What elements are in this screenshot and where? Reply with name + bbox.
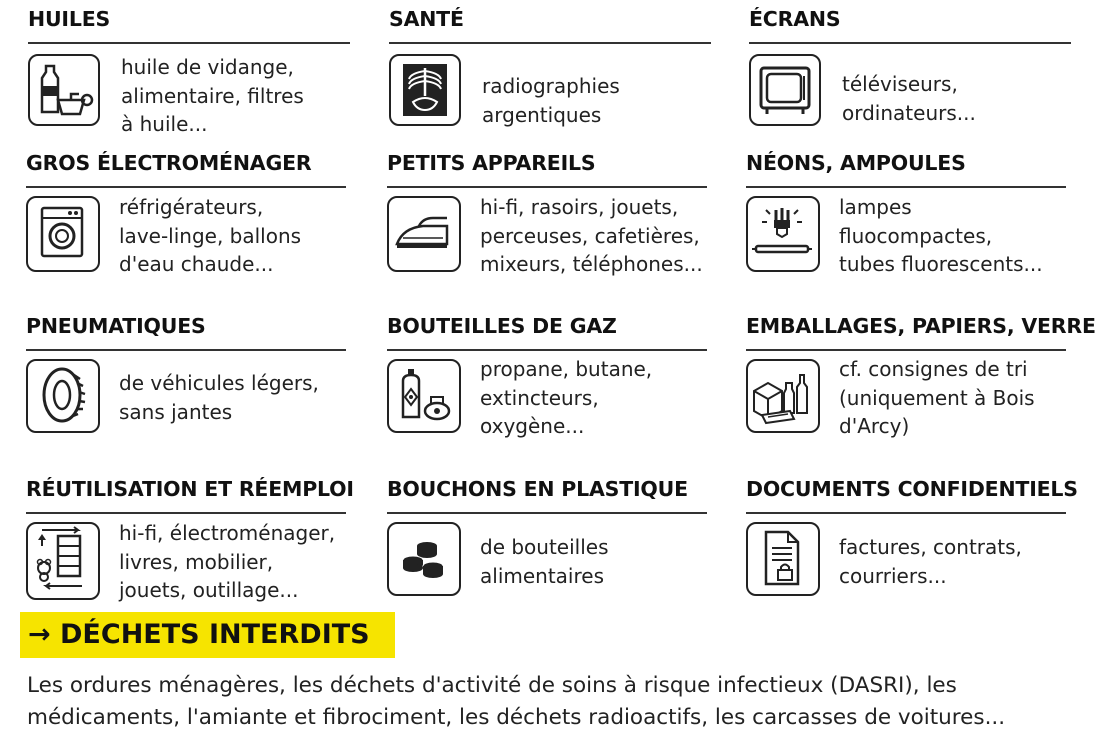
reuse-icon [26,522,100,600]
category-title: PETITS APPAREILS [387,151,596,175]
category-title: RÉUTILISATION ET RÉEMPLOI [26,477,354,501]
title-divider [387,349,707,351]
category-title: GROS ÉLECTROMÉNAGER [26,151,312,175]
title-divider [746,186,1066,188]
section-title: → DÉCHETS INTERDITS [28,619,370,650]
title-divider [389,42,711,44]
title-divider [746,349,1066,351]
category-description: de bouteilles alimentaires [480,535,609,588]
category-title: DOCUMENTS CONFIDENTIELS [746,477,1078,501]
packaging-icon [746,359,820,433]
television-icon [749,54,821,126]
category-title: BOUCHONS EN PLASTIQUE [387,477,688,501]
bottle-caps-icon [387,522,461,596]
gas-bottle-icon [387,359,461,433]
category-title: EMBALLAGES, PAPIERS, VERRE [746,314,1096,338]
title-divider [28,42,350,44]
category-description: cf. consignes de tri (uniquement à Bois d'Arcy) [839,357,1035,438]
washing-machine-icon [26,196,100,272]
category-title: BOUTEILLES DE GAZ [387,314,617,338]
category-title: ÉCRANS [749,7,841,31]
category-description: factures, contrats, courriers... [839,535,1022,588]
category-title: PNEUMATIQUES [26,314,206,338]
title-divider [749,42,1071,44]
title-divider [387,512,707,514]
category-description: propane, butane, extincteurs, oxygène... [480,357,653,438]
category-description: radiographies argentiques [482,74,620,127]
title-divider [26,186,346,188]
category-title: SANTÉ [389,7,464,31]
category-description: huile de vidange, alimentaire, filtres à huile... [121,55,304,136]
category-description: hi-fi, électroménager, livres, mobilier, jouets, outillage... [119,521,336,602]
light-bulb-icon [746,196,820,272]
iron-icon [387,196,461,272]
title-divider [26,512,346,514]
confidential-document-icon [746,522,820,596]
category-description: téléviseurs, ordinateurs... [842,72,976,125]
xray-icon [389,54,461,126]
title-divider [387,186,707,188]
category-description: réfrigérateurs, lave-linge, ballons d'eau chaude... [119,195,302,276]
category-title: HUILES [28,7,111,31]
forbidden-waste-text: Les ordures ménagères, les déchets d'activité de soins à risque infectieux (DASRI), les médicaments, l'amiante et fibrociment, les déchets radioactifs, les carcasses de voitures... [27,673,1006,730]
oil-icon [28,54,100,126]
tire-icon [26,359,100,433]
category-description: hi-fi, rasoirs, jouets, perceuses, cafetières, mixeurs, téléphones... [480,195,703,276]
title-divider [746,512,1066,514]
category-description: de véhicules légers, sans jantes [119,371,319,424]
category-description: lampes fluocompactes, tubes fluorescents... [839,195,1043,276]
category-title: NÉONS, AMPOULES [746,151,966,175]
title-divider [26,349,346,351]
